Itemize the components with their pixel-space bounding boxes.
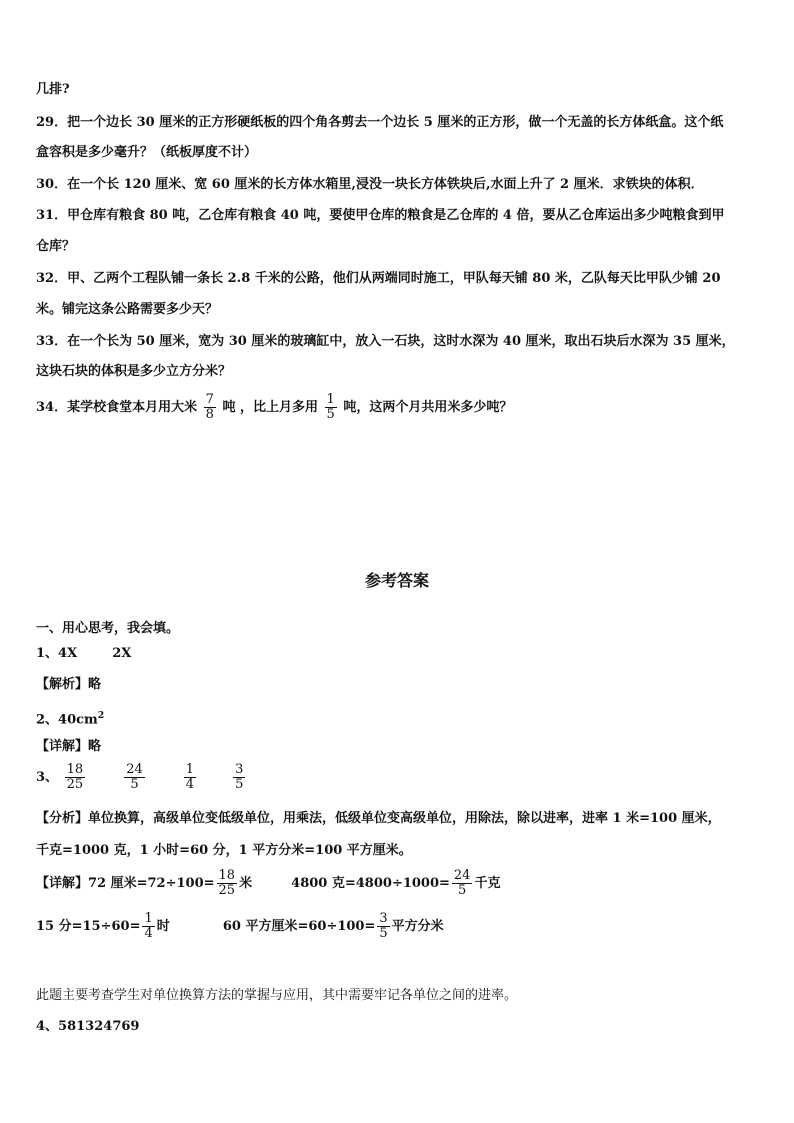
fraction-24-5-detail (452, 869, 473, 898)
answer-3-detail-row-1 (36, 868, 500, 900)
fraction-7-8 (204, 393, 216, 422)
problem-34-text-pre: 34．某学校食堂本月用大米 (36, 400, 198, 415)
fraction-1-4-detail (142, 912, 154, 941)
problem-33-line-2: 这块石块的体积是多少立方分米？ (36, 364, 232, 379)
detail-unit-2: 千克 (474, 876, 501, 891)
fraction-denominator: 25 (218, 883, 236, 898)
answer-3-analysis-line-2: 千克=1000 克，1 小时=60 分，1 平方分米=100 平方厘米。 (36, 843, 412, 858)
problem-34-text-post: 吨，这两个月共用米多少吨？ (343, 400, 513, 415)
fraction-denominator: 5 (458, 883, 467, 898)
answer-2 (36, 708, 104, 728)
answer-2-note: 【详解】略 (36, 739, 102, 754)
detail-expression-1: 【详解】72 厘米=72÷100= (36, 876, 215, 891)
fraction-numerator: 18 (66, 762, 84, 777)
answer-3-analysis-line-1: 【分析】单位换算，高级单位变低级单位，用乘法，低级单位变高级单位，用除法，除以进率，进率 1 米=100 厘米， (36, 811, 721, 826)
fraction-1-4 (184, 763, 196, 792)
problem-31-line-1: 31．甲仓库有粮食 80 吨，乙仓库有粮食 40 吨，要使甲仓库的粮食是乙仓库的 4 倍，要从乙仓库运出多少吨粮食到甲 (36, 208, 725, 223)
answer-2-value: 2、40cm (36, 712, 98, 728)
fraction-numerator: 24 (126, 762, 143, 777)
fraction-denominator: 4 (144, 926, 153, 941)
fraction-numerator: 24 (453, 868, 471, 883)
answers-section-1-heading: 一、用心思考，我会填。 (36, 621, 180, 636)
fraction-24-5 (124, 763, 145, 792)
fraction-denominator: 4 (185, 777, 195, 792)
fraction-numerator: 18 (218, 868, 236, 883)
detail-expression-4: 60 平方厘米=60÷100= (222, 919, 376, 934)
answer-3 (36, 762, 247, 794)
fraction-numerator: 3 (379, 911, 388, 926)
answer-1-value-2: 2X (112, 646, 132, 661)
problem-34-text-mid: 吨 ，比上月多用 (222, 400, 318, 415)
fraction-denominator: 5 (235, 777, 244, 792)
problem-34 (36, 392, 512, 424)
fraction-1-5 (325, 393, 337, 422)
fraction-18-25 (65, 763, 86, 792)
problem-29-line-2: 盒容积是多少毫升？（纸板厚度不计） (36, 145, 258, 160)
problem-31-line-2: 仓库？ (36, 239, 76, 254)
detail-unit-3: 时 (156, 919, 170, 934)
problem-28-continuation: 几排? (36, 82, 70, 97)
answer-3-label: 3、 (36, 770, 59, 785)
fraction-denominator: 5 (130, 777, 139, 792)
answer-1-note: 【解析】略 (36, 677, 102, 692)
answer-2-exponent: 2 (97, 711, 105, 721)
detail-expression-2: 4800 克=4800÷1000= (291, 876, 450, 891)
answer-4: 4、581324769 (36, 1019, 140, 1034)
answer-3-summary: 此题主要考查学生对单位换算方法的掌握与应用，其中需要牢记各单位之间的进率。 (36, 988, 518, 1003)
fraction-denominator: 25 (66, 777, 84, 792)
answer-3-detail-row-2 (36, 911, 444, 943)
answer-1-value-1: 1、4X (36, 646, 78, 661)
detail-unit-4: 平方分米 (391, 919, 444, 934)
answers-title: 参考答案 (364, 571, 429, 590)
fraction-denominator: 8 (205, 407, 214, 422)
detail-unit-1: 米 (239, 876, 253, 891)
fraction-numerator: 1 (144, 911, 153, 926)
fraction-3-5-detail (377, 912, 389, 941)
fraction-numerator: 7 (205, 392, 214, 407)
fraction-numerator: 1 (326, 392, 335, 407)
fraction-numerator: 3 (235, 762, 244, 777)
fraction-18-25-detail (217, 869, 238, 898)
problem-32-line-2: 米。铺完这条公路需要多少天？ (36, 302, 219, 317)
problem-30: 30．在一个长 120 厘米、宽 60 厘米的长方体水箱里,浸没一块长方体铁块后,水面上升了 2 厘米．求铁块的体积． (36, 177, 704, 192)
problem-32-line-1: 32．甲、乙两个工程队铺一条长 2.8 千米的公路，他们从两端同时施工，甲队每天铺 80 米，乙队每天比甲队少铺 20 (36, 271, 721, 286)
fraction-denominator: 5 (326, 407, 335, 422)
fraction-3-5 (233, 763, 245, 792)
problem-33-line-1: 33．在一个长为 50 厘米，宽为 30 厘米的玻璃缸中，放入一石块，这时水深为 40 厘米，取出石块后水深为 35 厘米， (36, 334, 735, 349)
fraction-numerator: 1 (185, 762, 195, 777)
answer-1 (36, 646, 131, 662)
fraction-denominator: 5 (379, 926, 388, 941)
detail-expression-3: 15 分=15÷60= (36, 919, 141, 934)
problem-29-line-1: 29．把一个边长 30 厘米的正方形硬纸板的四个角各剪去一个边长 5 厘米的正方形，做一个无盖的长方体纸盒。这个纸 (36, 115, 724, 130)
